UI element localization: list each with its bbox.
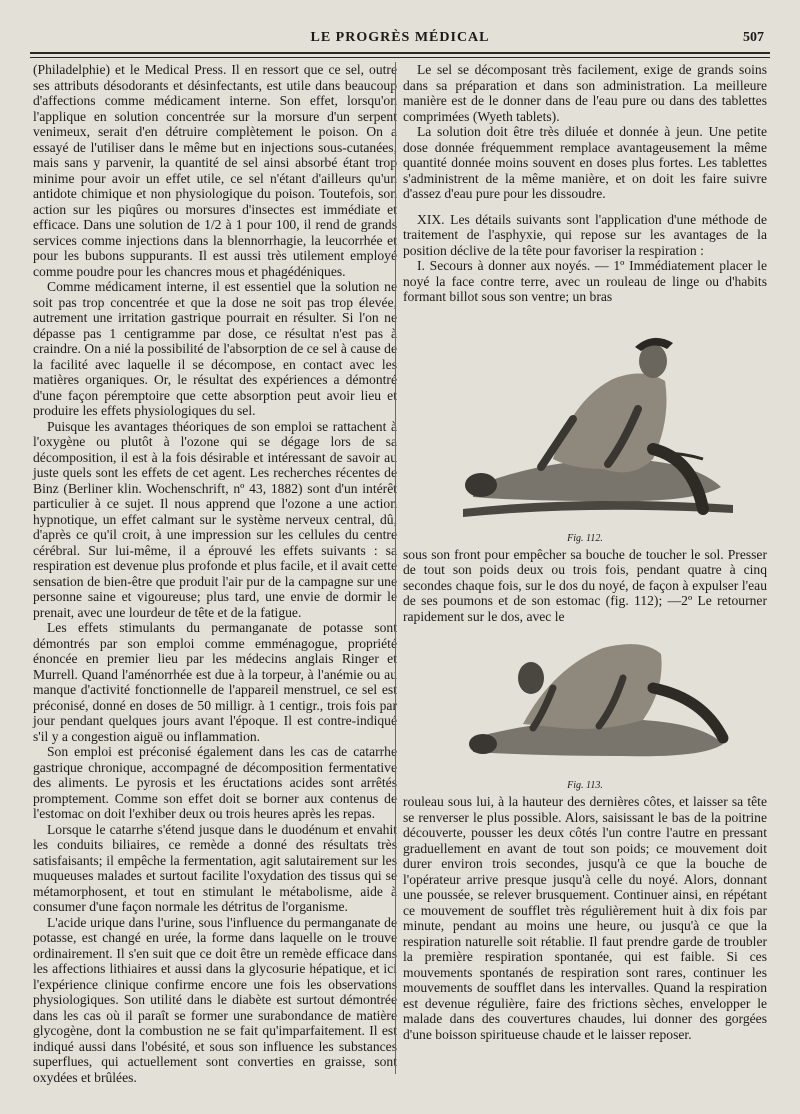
paragraph: rouleau sous lui, à la hauteur des dernières côtes, et laisser sa tête se renverser le plus possible. Alors, saisissant le bas de la poitrine découverte, pousser les deux côtés l'un contre l'autre en pressant graduellement en avant de tout son poids; ce mouvement doit durer environ trois secondes, jusqu'à ce que la bouche de l'opérateur arrive presque jusqu'à celle du noyé. Alors, donnant une poussée, se relever brusquement. Continuer ainsi, en répétant ce mouvement de soufflet très régulièrement huit à dix fois par minute, pendant au moins une heure, ou jusqu'à ce que la respiration naturelle soit rétablie. Il faut prendre garde de troubler la première respiration spontanée, qui est faible. Si ces mouvements spontanés de respiration sont rares, continuer les mouvements de soufflet dans les intervalles. Quand la respiration est devenue régulière, faire des frictions sèches, envelopper le malade dans des couvertures chaudes, lui donner des gorgées d'une boisson spiritueuse chaude et le laisser reposer. [403,794,767,1042]
paragraph: (Philadelphie) et le Medical Press. Il en ressort que ce sel, outre ses attributs désodorants et désinfectants, est utile dans beaucoup d'affections comme médicament interne. Son effet, lorsqu'on l'applique en solution concentrée sur la morsure d'un serpent venimeux, serait d'en détruire complètement le poison. On a essayé de l'utiliser dans le même but en injections sous-cutanées, mais sans y parvenir, la quantité de sel ainsi absorbé étant trop minime pour avoir un effet utile, ce sel n'étant d'ailleurs qu'un antidote chimique et non physiologique du poison. Toutefois, son action sur les piqûres ou morsures d'insectes est immédiate et efficace. Dans une solution de 1/2 à 1 pour 100, il rend de grands services comme injections dans la blennorrhagie, la leucorrhée et pour les bubons suppurants. Il est aussi très utilement employé comme poudre pour les chancres mous et phagédéniques. [33,62,397,279]
left-column [33,62,397,1085]
page-number: 507 [743,30,764,45]
figure-caption: Fig. 112. [567,532,603,544]
paragraph: Comme médicament interne, il est essentiel que la solution ne soit pas trop concentrée et que la dose ne soit pas trop élevée, autrement une irritation gastrique pourrait en résulter. Si l'on ne dépasse pas 1 centigramme par dose, ce résultat n'est pas à craindre. On a nié la possibilité de l'absorption de ce sel à cause de la facilité avec laquelle il se décompose, en contact avec les matières organiques. Or, le résultat des expériences a démontré d'une façon péremptoire que cette absorption peut avoir lieu et produire les effets physiologiques du sel. [33,279,397,418]
rescuer-pressing-back-illustration [403,309,767,531]
column-divider [395,62,396,1074]
paragraph: I. Secours à donner aux noyés. — 1º Immédiatement placer le noyé la face contre terre, avec un rouleau de linge ou d'habits formant billot sous son ventre; un bras [403,258,767,304]
paragraph: Son emploi est préconisé également dans les cas de catarrhe gastrique chronique, accompagné de décomposition fermentative des aliments. Le pyrosis et les éructations acides sont arrêtés promptement. Comme son effet doit se borner aux contenus de l'estomac on doit l'exhiber deux ou trois heures après les repas. [33,744,397,821]
paragraph: Puisque les avantages théoriques de son emploi se rattachent à l'oxygène ou plutôt à l'ozone qui se dégage lors de sa décomposition, il est à la fois désirable et intéressant de savoir au juste quels sont les effets de cet agent. Les recherches récentes de Binz (Berliner klin. Wochenschrift, nº 43, 1882) sont d'un intérêt particulier à ce sujet. Il nous apprend que l'ozone a une action hypnotique, un effet calmant sur le système nerveux central, dû, d'après ce qu'il croit, à une impression sur les cellules du centre cérébral. Sur lui-même, il a éprouvé les effets suivants : sa respiration est devenue plus profonde et plus facile, et il avait cette sensation de bien-être que produit l'air pur de la campagne sur une personne saine et vigoureuse; plus tard, une envie de dormir le prenait, avec une lourdeur de tête et de la fatigue. [33,418,397,620]
journal-title: LE PROGRÈS MÉDICAL [310,30,490,45]
figure-caption: Fig. 113. [567,780,603,791]
right-column [403,62,767,1074]
paragraph: L'acide urique dans l'urine, sous l'influence du permanganate de potasse, est changé en urée, la forme dans laquelle on le trouve ordinairement. Il s'en suit que ce doit être un remède efficace dans les affections lithiaires et aussi dans la glycosurie hépatique, et ici l'expérience clinique confirme encore une fois les observations physiologiques. Son utilité dans le diabète est surtout démontrée dans les cas où il paraît se former une surabondance de matière glycogène, dont la combustion ne se fait qu'imparfaitement. Il est indiqué aussi dans l'obésité, et sous son influence les substances superflues, qui actuellement sont converties en graisse, sont oxydées et brûlées. [33,914,397,1085]
paragraph: sous son front pour empêcher sa bouche de toucher le sol. Presser de tout son poids deux ou trois fois, pendant quatre à cinq secondes chaque fois, sur le dos du noyé, de façon à expulser l'eau de ses poumons et de son estomac (fig. 112); —2º Le retourner rapidement sur le dos, avec le [403,546,767,624]
paragraph: Lorsque le catarrhe s'étend jusque dans le duodénum et envahit les conduits biliaires, ce remède a donné des résultats très satisfaisants; il empêche la fermentation, agit salutairement sur les muqueuses malades et surtout facilite l'oxydation des tissus qui se métamorphosent, et tout en stimulant le métabolisme, aide à consumer d'une façon normale les détritus de l'organisme. [33,821,397,914]
header-rule-thin [30,57,770,58]
paragraph: Les effets stimulants du permanganate de potasse sont démontrés par son emploi comme emménagogue, propriété énoncée en premier lieu par les médecins anglais Ringer et Murrell. Quand l'aménorrhée est due à la torpeur, à l'anémie ou au manque d'activité fonctionnelle de l'appareil menstruel, ce sel est préconisé, donné en doses de 50 milligr. à 1 centigr., trois fois par jour pendant quelques jours avant l'époque. Il est contre-indiqué s'il y a congestion aiguë ou inflammation. [33,620,397,744]
figure-113 [403,628,767,792]
figure-112 [403,309,767,545]
paragraph: Le sel se décomposant très facilement, exige de grands soins dans sa préparation et dans son administration. La meilleure manière est de le donner dans de l'eau pure ou dans des tablettes comprimées (Wyeth tablets). [403,62,767,124]
section-xix-intro: XIX. Les détails suivants sont l'application d'une méthode de traitement de l'asphyxie, qui repose sur les avantages de la position déclive de la tête pour favoriser la respiration : [403,211,767,258]
paragraph: La solution doit être très diluée et donnée à jeun. Une petite dose donnée fréquemment remplace avantageusement la même quantité donnée moins souvent en doses plus fortes. Les tablettes s'administrent de la même manière, et on doit les faire suivre d'assez d'eau pure pour les dissoudre. [403,124,767,201]
running-header [30,30,770,52]
header-rule [30,52,770,54]
rescuer-compressing-chest-illustration [403,628,767,778]
